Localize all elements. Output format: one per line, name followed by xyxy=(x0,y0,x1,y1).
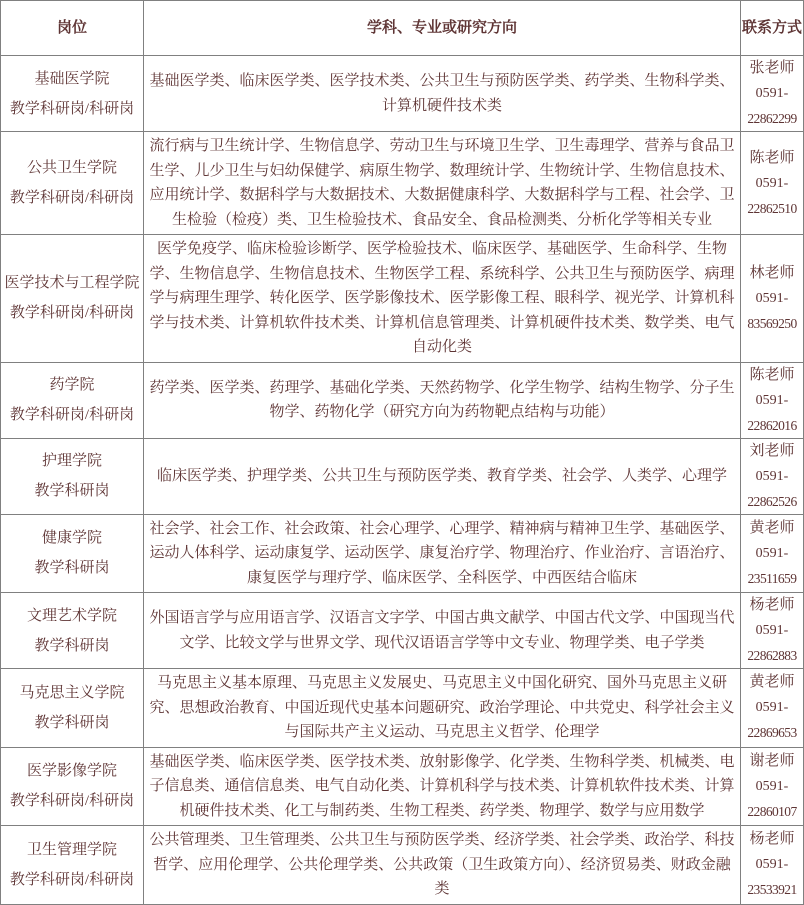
contact-area-code: 0591- xyxy=(755,392,789,408)
contact-cell xyxy=(741,362,804,438)
majors-text: 流行病与卫生统计学、生物信息学、劳动卫生与环境卫生学、卫生毒理学、营养与食品卫生学、儿少卫生与妇幼保健学、病原生物学、数理统计学、生物统计学、生物信息技术、应用统计学、数据科学与大数据技术、大数据健康科学、大数据科学与工程、社会学、卫生检验（检疫）类、卫生检验技术、食品安全、食品检测类、分析化学等相关专业 xyxy=(149,138,735,228)
table-row xyxy=(1,514,804,593)
contact-cell xyxy=(741,235,804,363)
table-row xyxy=(1,669,804,748)
contact-name: 林老师 xyxy=(749,264,795,281)
position-cell xyxy=(1,514,144,593)
contact-number: 22862510 xyxy=(747,200,797,216)
contact-cell xyxy=(741,826,804,905)
dept-name: 健康学院 xyxy=(41,530,102,547)
contact-number: 22862883 xyxy=(747,648,797,663)
header-position: 岗位 xyxy=(1,1,144,56)
dept-name: 马克思主义学院 xyxy=(19,684,125,701)
contact-name: 黄老师 xyxy=(749,519,795,536)
contact-area-code: 0591- xyxy=(755,700,789,716)
majors-text: 医学免疫学、临床检验诊断学、医学检验技术、临床医学、基础医学、生命科学、生物学、生物信息学、生物信息技术、生物医学工程、系统科学、公共卫生与预防医学、病理学与病理生理学、转化医学、医学影像技术、医学影像工程、眼科学、视光学、计算机科学与技术类、计算机软件技术类、计算机信息管理类、计算机硬件技术类、数学类、电气自动化类 xyxy=(149,241,735,355)
contact-number: 23511659 xyxy=(747,570,797,586)
contact-number: 22862526 xyxy=(747,493,797,509)
contact-name: 陈老师 xyxy=(749,366,795,383)
contact-name: 杨老师 xyxy=(749,831,795,848)
contact-name: 刘老师 xyxy=(749,442,795,459)
contact-number: 22869653 xyxy=(747,725,797,741)
contact-number: 22860107 xyxy=(747,803,797,819)
contact-area-code: 0591- xyxy=(755,857,789,873)
position-cell xyxy=(1,826,144,905)
header-contact: 联系方式 xyxy=(741,1,804,56)
majors-text: 基础医学类、临床医学类、医学技术类、放射影像学、化学类、生物科学类、机械类、电子信息类、通信信息类、电气自动化类、计算机科学与技术类、计算机软件技术类、计算机硬件技术类、化工与制药类、生物工程类、药学类、物理学、数学与应用数学 xyxy=(149,753,735,819)
contact-number: 23533921 xyxy=(747,882,797,898)
contact-name: 杨老师 xyxy=(749,597,795,613)
table-row xyxy=(1,826,804,905)
table-row xyxy=(1,593,804,669)
contact-area-code: 0591- xyxy=(755,623,789,638)
majors-text: 临床医学类、护理学类、公共卫生与预防医学类、教育学类、社会学、人类学、心理学 xyxy=(156,467,727,484)
dept-name: 护理学院 xyxy=(41,453,102,469)
majors-cell xyxy=(144,132,741,235)
dept-name: 基础医学院 xyxy=(34,70,110,87)
position-cell xyxy=(1,747,144,826)
majors-cell xyxy=(144,362,741,438)
majors-cell xyxy=(144,826,741,905)
post-type: 教学科研岗 xyxy=(34,483,110,499)
dept-name: 医学影像学院 xyxy=(26,763,117,780)
contact-number: 22862016 xyxy=(747,417,797,433)
majors-cell xyxy=(144,669,741,748)
table-row xyxy=(1,235,804,363)
majors-text: 基础医学类、临床医学类、医学技术类、公共卫生与预防医学类、药学类、生物科学类、计算机硬件技术类 xyxy=(149,73,735,114)
post-type: 教学科研岗/科研岗 xyxy=(9,871,135,888)
position-cell xyxy=(1,235,144,363)
majors-text: 公共管理类、卫生管理类、公共卫生与预防医学类、经济学类、社会学类、政治学、科技哲学、应用伦理学、公共伦理学类、公共政策（卫生政策方向）、经济贸易类、财政金融类 xyxy=(149,832,735,897)
dept-name: 医学技术与工程学院 xyxy=(4,275,140,292)
contact-cell xyxy=(741,669,804,748)
majors-text: 马克思主义基本原理、马克思主义发展史、马克思主义中国化研究、国外马克思主义研究、思想政治教育、中国近现代史基本问题研究、政治学理论、中共党史、科学社会主义与国际共产主义运动、马克思主义哲学、伦理学 xyxy=(149,675,735,740)
dept-name: 文理艺术学院 xyxy=(26,607,117,624)
dept-name: 药学院 xyxy=(49,377,95,393)
majors-text: 社会学、社会工作、社会政策、社会心理学、心理学、精神病与精神卫生学、基础医学、运动人体科学、运动康复学、运动医学、康复治疗学、物理治疗、作业治疗、言语治疗、康复医学与理疗学、临床医学、全科医学、中西医结合临床 xyxy=(149,520,735,586)
contact-area-code: 0591- xyxy=(755,290,789,306)
position-cell xyxy=(1,362,144,438)
post-type: 教学科研岗 xyxy=(34,637,110,654)
contact-number: 22862299 xyxy=(747,111,797,126)
post-type: 教学科研岗/科研岗 xyxy=(9,793,135,810)
table-row xyxy=(1,362,804,438)
contact-area-code: 0591- xyxy=(755,86,789,101)
post-type: 教学科研岗/科研岗 xyxy=(9,305,135,322)
contact-area-code: 0591- xyxy=(755,778,789,794)
contact-cell xyxy=(741,747,804,826)
post-type: 教学科研岗/科研岗 xyxy=(9,407,135,423)
contact-number: 83569250 xyxy=(747,315,797,331)
majors-cell xyxy=(144,593,741,669)
contact-cell xyxy=(741,56,804,132)
majors-cell xyxy=(144,514,741,593)
post-type: 教学科研岗 xyxy=(34,560,110,577)
contact-area-code: 0591- xyxy=(755,545,789,561)
contact-name: 黄老师 xyxy=(749,674,795,691)
contact-cell xyxy=(741,132,804,235)
contact-name: 谢老师 xyxy=(749,752,795,769)
post-type: 教学科研岗 xyxy=(34,714,110,731)
position-cell xyxy=(1,132,144,235)
majors-cell xyxy=(144,235,741,363)
contact-name: 陈老师 xyxy=(749,149,795,166)
table-row xyxy=(1,438,804,514)
header-majors: 学科、专业或研究方向 xyxy=(144,1,741,56)
position-cell xyxy=(1,593,144,669)
dept-name: 卫生管理学院 xyxy=(26,841,117,858)
post-type: 教学科研岗/科研岗 xyxy=(9,190,135,206)
contact-area-code: 0591- xyxy=(755,175,789,191)
position-cell xyxy=(1,56,144,132)
table-row xyxy=(1,132,804,235)
contact-cell xyxy=(741,514,804,593)
contact-cell xyxy=(741,438,804,514)
majors-text: 药学类、医学类、药理学、基础化学类、天然药物学、化学生物学、结构生物学、分子生物学、药物化学（研究方向为药物靶点结构与功能） xyxy=(149,379,735,420)
contact-cell xyxy=(741,593,804,669)
majors-cell xyxy=(144,438,741,514)
position-cell xyxy=(1,669,144,748)
contact-area-code: 0591- xyxy=(755,468,789,484)
position-cell xyxy=(1,438,144,514)
contact-name: 张老师 xyxy=(749,60,795,76)
majors-cell xyxy=(144,56,741,132)
table-header-row xyxy=(1,1,804,56)
table-row xyxy=(1,747,804,826)
table-row xyxy=(1,56,804,132)
dept-name: 公共卫生学院 xyxy=(26,160,117,176)
majors-cell xyxy=(144,747,741,826)
post-type: 教学科研岗/科研岗 xyxy=(9,100,135,117)
majors-text: 外国语言学与应用语言学、汉语言文字学、中国古典文献学、中国古代文学、中国现当代文学、比较文学与世界文学、现代汉语语言学等中文专业、物理学类、电子学类 xyxy=(149,610,735,651)
